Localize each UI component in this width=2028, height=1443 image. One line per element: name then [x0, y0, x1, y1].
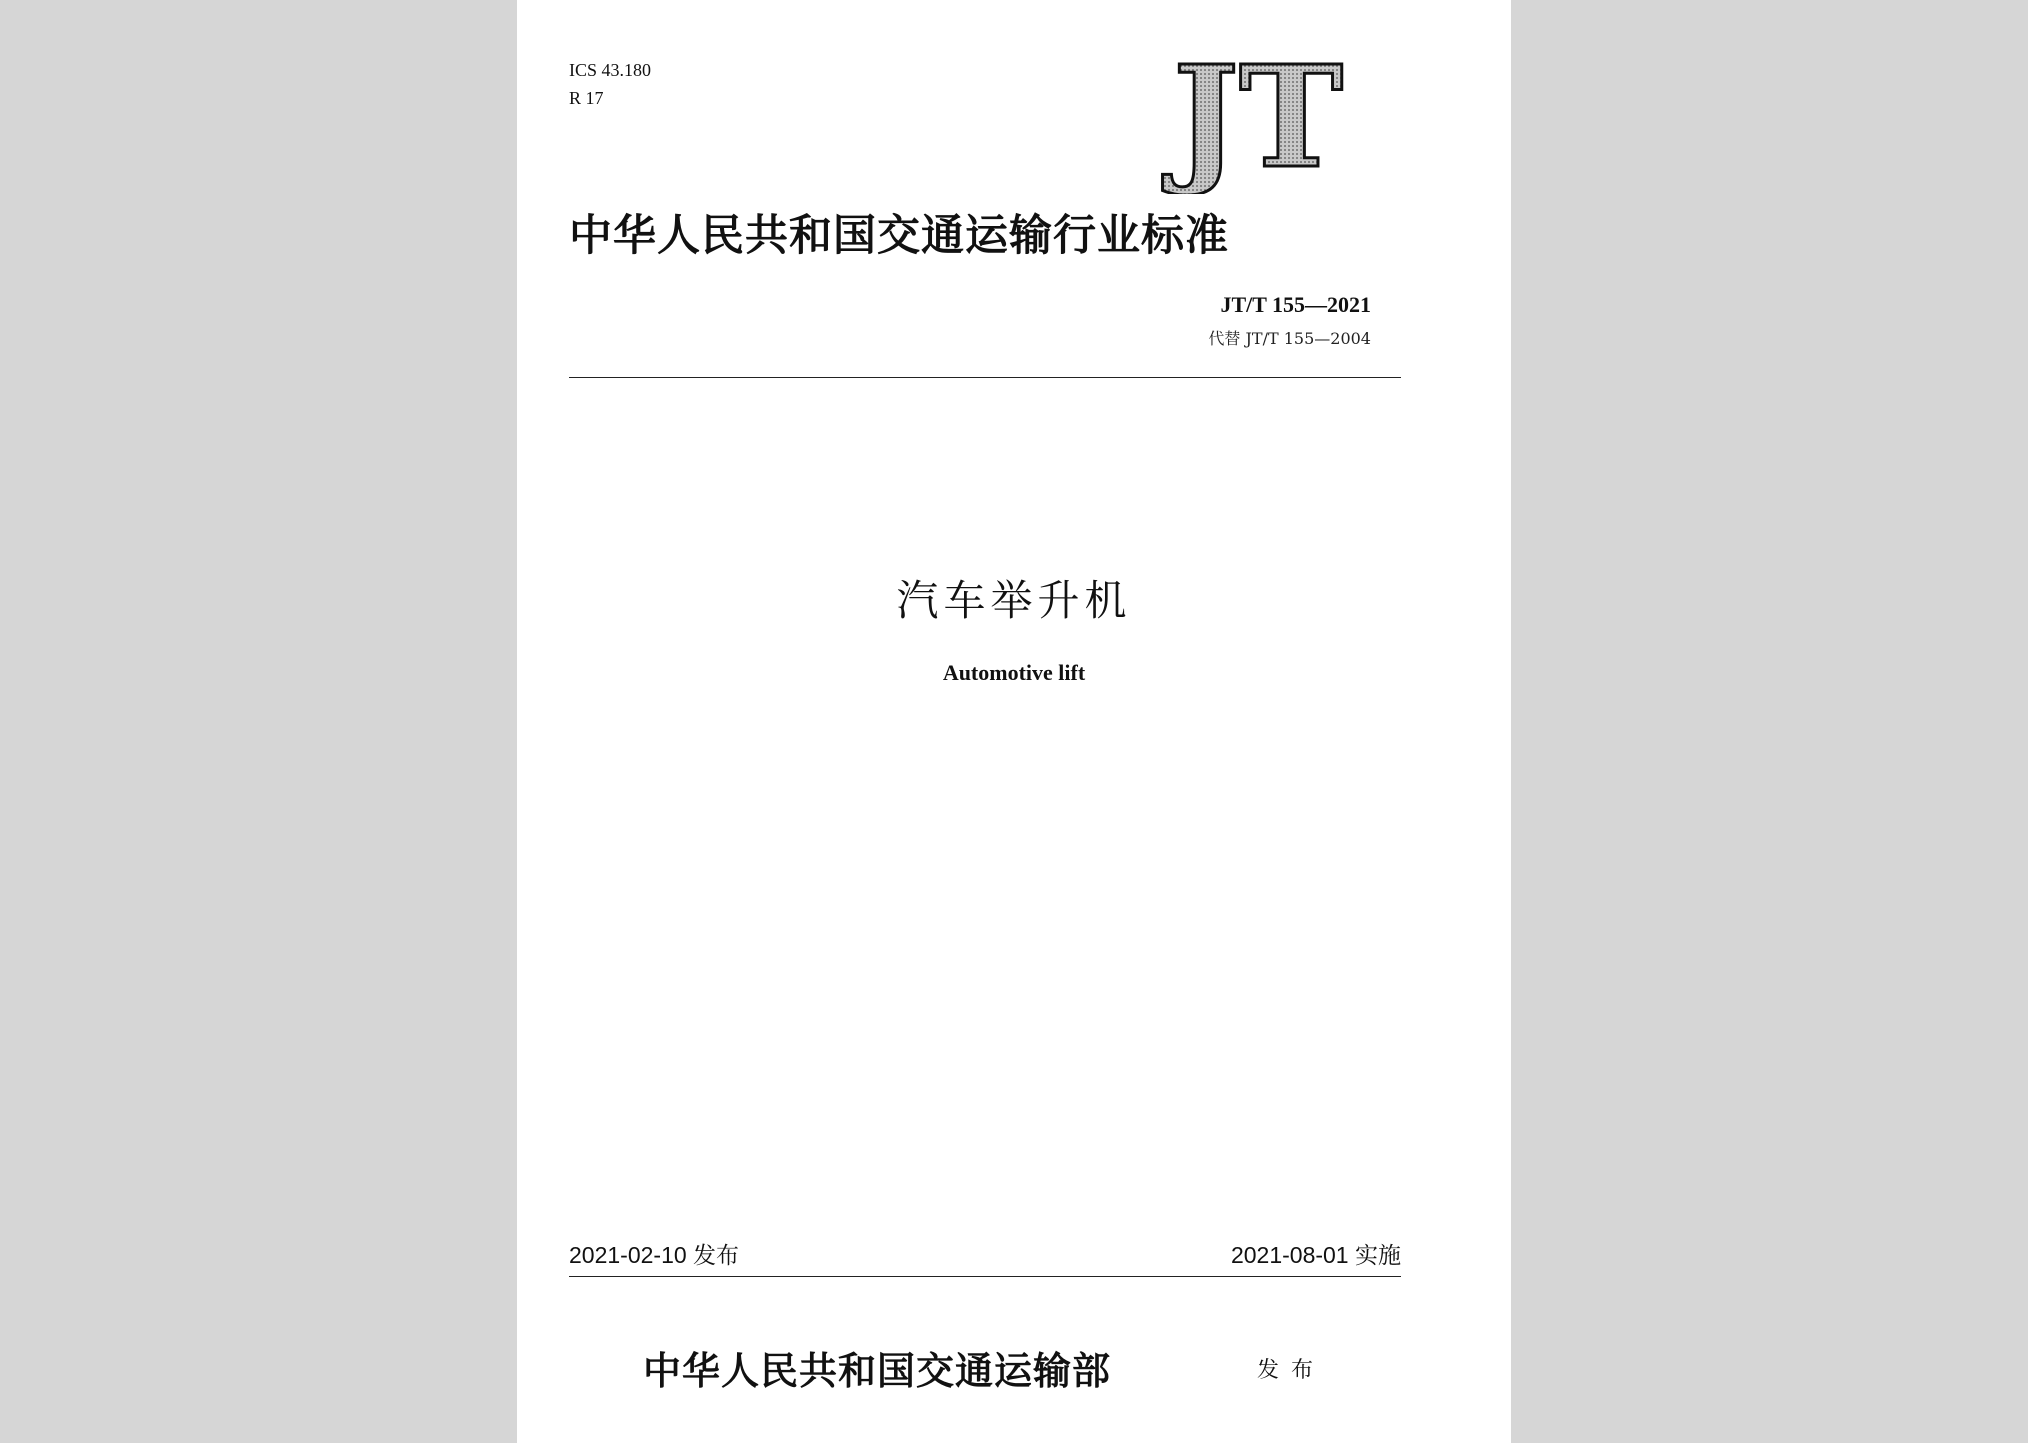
issue-date: 2021-02-10 发布	[569, 1242, 740, 1268]
classification-codes	[569, 56, 651, 112]
issuer-suffix: 发布	[1257, 1358, 1326, 1383]
footer-divider	[569, 1276, 1401, 1277]
header-divider	[569, 377, 1401, 378]
jt-logo	[1143, 44, 1373, 194]
document-title-en: Automotive lift	[942, 660, 1086, 685]
replaces-standard: 代替 JT/T 155—2004	[1208, 329, 1371, 348]
implementation-date: 2021-08-01 实施	[1230, 1242, 1401, 1268]
standard-code: JT/T 155—2021	[1220, 292, 1371, 317]
document-title-cn: 汽车举升机	[896, 576, 1132, 625]
issuing-authority: 中华人民共和国交通运输部	[643, 1349, 1112, 1393]
jt-logo-text: JT	[1172, 44, 1344, 194]
standard-type-heading: 中华人民共和国交通运输行业标准	[569, 211, 1229, 261]
ics-code: ICS 43.180	[569, 60, 652, 80]
document-page	[517, 0, 1511, 1443]
ccs-code: R 17	[569, 88, 604, 108]
